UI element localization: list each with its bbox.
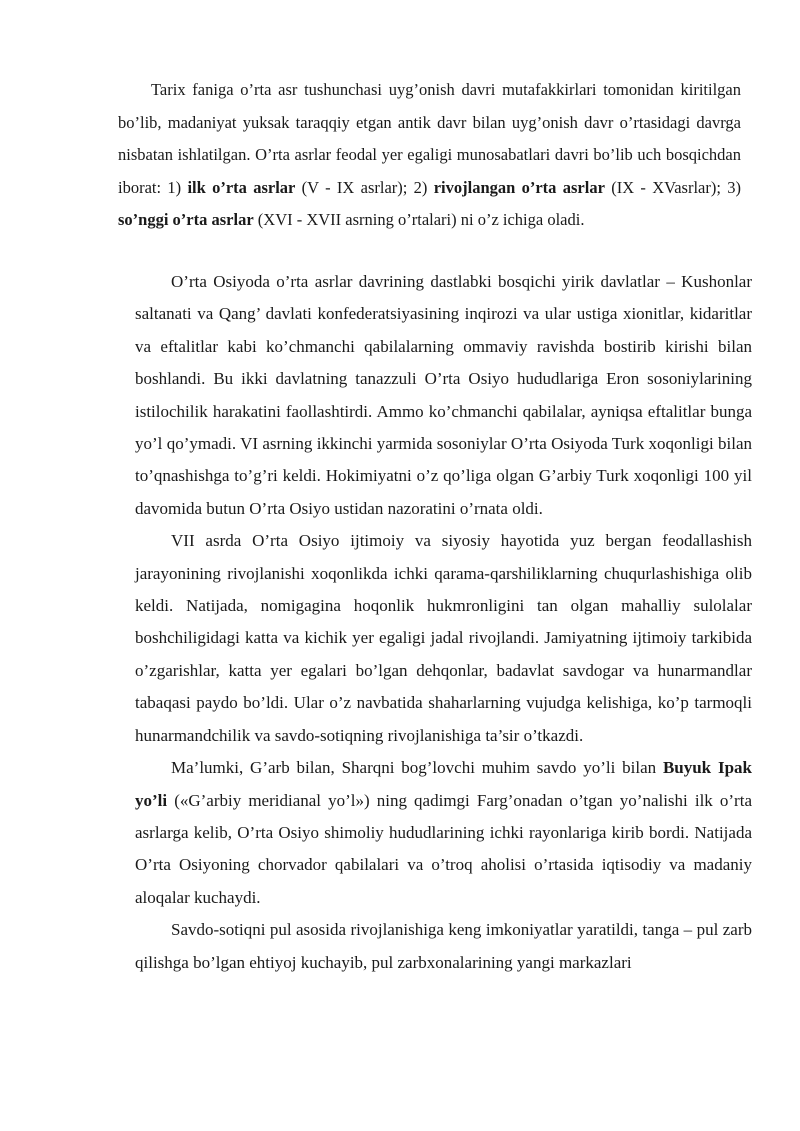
text-span: (XVI - XVII asrning o’rtalari) ni o’z ichiga oladi. [253,210,585,229]
text-span: (V - IX asrlar); 2) [295,177,434,197]
text-span: (IX - XVasrlar); 3) [604,177,741,197]
text-span: Ma’lumki, G’arb bilan, Sharqni bog’lovchi muhim savdo yo’li bilan [171,758,663,778]
term-late-middle-ages: so’nggi o’rta asrlar [118,210,254,229]
text-span: («G’arbiy meridianal yo’l») ning qadimgi Farg’onadan o’tgan yo’nalishi ilk o’rta asrlarga kelib, O’rta Osiyo shimoliy hududlarining ichki rayonlariga kirib bordi. Natijada O’rta Osiyoning chorvador qabilalari va o’troq aholisi o’rtasida iqtisodiy va madaniy aloqalar kuchaydi. [135,790,752,907]
term-early-middle-ages: ilk o’rta asrlar [187,177,296,197]
paragraph-silk-road [135,752,752,914]
paragraph-trade-money: Savdo-sotiqni pul asosida rivojlanishiga keng imkoniyatlar yaratildi, tanga – pul zarb qilishga bo’lgan ehtiyoj kuchayib, pul zarbxonalarining yangi markazlari [135,920,752,972]
paragraph-feudalism: VII asrda O’rta Osiyo ijtimoiy va siyosiy hayotida yuz bergan feodallashish jarayonining rivojlanishi xoqonlikda ichki qarama-qarshiliklarning chuqurlashishiga olib keldi. Natijada, nomigagina hoqonlik hukmronligini tan olgan mahalliy sulolalar boshchiligidagi katta va kichik yer egaligi jadal rivojlandi. Jamiyatning ijtimoiy tarkibida o’zgarishlar, katta yer egalari bo’lgan dehqonlar, badavlat savdogar va hunarmandlar tabaqasi paydo bo’ldi. Ular o’z navbatida shaharlarning vujudga kelishiga, ko’p tarmoqli hunarmandchilik va savdo-sotiqning rivojlanishiga ta’sir o’tkazdi. [135,531,752,745]
text-span: Tarix faniga o’rta asr tushunchasi uyg’onish davri mutafakkirlari tomonidan kiritilgan bo’lib, madaniyat yuksak taraqqiy etgan antik davr bilan uyg’onish davr o’rtasidagi davrga nisbatan ishlatilgan. O’rta asrlar feodal yer egaligi munosabatlari davri bo’lib uch bosqichdan iborat: 1) [118,80,741,197]
term-great-silk-road: Buyuk Ipak yo’li [135,758,752,810]
term-developed-middle-ages: rivojlangan o’rta asrlar [433,177,605,197]
paragraph-intro [118,74,741,237]
body-text [135,266,752,979]
paragraph-central-asia: O’rta Osiyoda o’rta asrlar davrining dastlabki bosqichi yirik davlatlar – Kushonlar saltanati va Qang’ davlati konfederatsiyasining inqirozi va ular ustiga xionitlar, kidaritlar va eftalitlar kabi ko’chmanchi qabilalarning ommaviy ravishda bostirib kirishi bilan boshlandi. Bu ikki davlatning tanazzuli O’rta Osiyo hududlariga Eron sosoniylarining istilochilik harakatini faollashtirdi. Ammo ko’chmanchi qabilalar, ayniqsa eftalitlar bunga yo’l qo’ymadi. VI asrning ikkinchi yarmida sosoniylar O’rta Osiyoda Turk xoqonligi bilan to’qnashishga to’g’ri keldi. Hokimiyatni o’z qo’liga olgan G’arbiy Turk xoqonligi 100 yil davomida butun O’rta Osiyo ustidan nazoratini o’rnata oldi. [135,272,752,518]
